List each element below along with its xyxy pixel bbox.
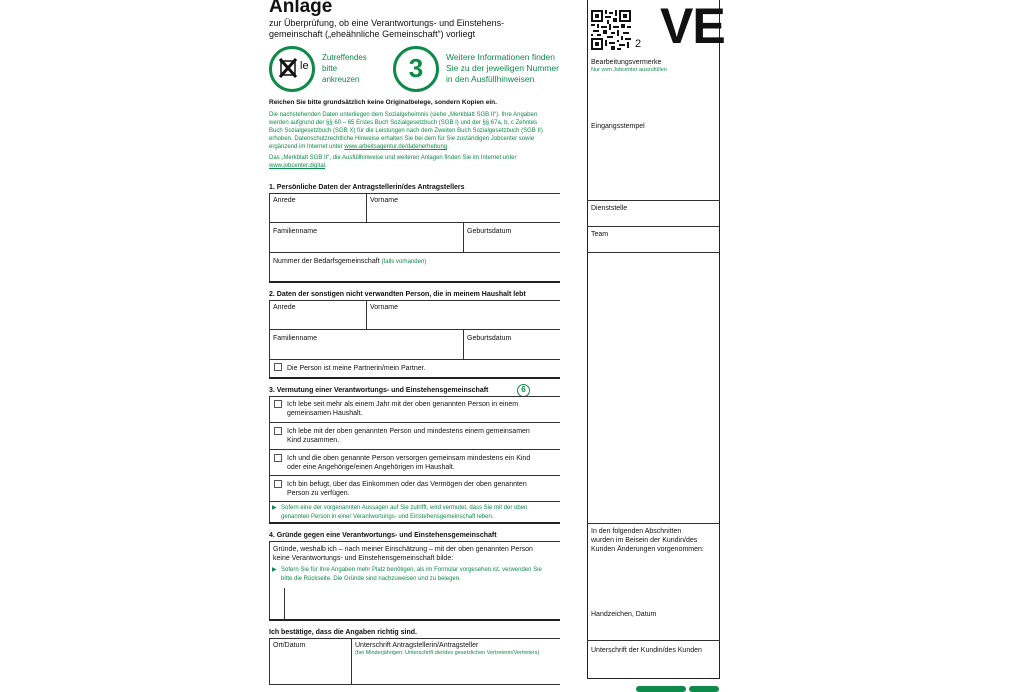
crossed-checkbox-icon: le: [269, 46, 315, 92]
partner-checkbox[interactable]: [274, 363, 282, 371]
info-hint-line2: Sie zu der jeweiligen Nummer: [446, 63, 559, 73]
intro-bold-note: Reichen Sie bitte grundsätzlich keine Originalbelege, sondern Kopien ein.: [269, 99, 497, 106]
number-hint-badge: 3: [408, 53, 424, 83]
s3-option1-line1: Ich lebe seit mehr als einem Jahr mit der oben genannten Person in einem: [287, 401, 519, 408]
s4-text-line1: Gründe, weshalb ich – nach meiner Einschätzung – mit der oben genannten Person: [273, 546, 533, 553]
intro-para1-line5-end: .: [447, 144, 449, 150]
s4-note-line2: bitte die Rückseite. Die Gründe sind nachzuweisen und zu belegen.: [281, 576, 461, 582]
s2-vorname-field[interactable]: Vorname: [370, 304, 399, 311]
info-hint-line3: in den Ausfüllhinweisen: [446, 74, 535, 84]
ort-datum-field[interactable]: Ort/Datum: [273, 642, 306, 649]
s3-option2-line2: Kind zusammen.: [287, 437, 340, 444]
section2-title: 2. Daten der sonstigen nicht verwandten Person, die in meinem Haushalt lebt: [269, 291, 526, 298]
s2-geburtsdatum-field[interactable]: Geburtsdatum: [467, 335, 512, 342]
form-subtitle-line2: gemeinschaft („eheähnliche Gemeinschaft“) vorliegt: [269, 29, 476, 39]
intro-para1-line2: werden aufgrund der §§ 60 – 65 Erstes Buch Sozialgesetzbuch (SGB I) und der §§ 67a, b, c Zehntes: [269, 120, 538, 126]
changes-note-line3: Kunden Änderungen vorgenommen:: [591, 546, 704, 553]
dienststelle-field[interactable]: Dienststelle: [591, 205, 628, 212]
s4-text-line2: keine Verantwortungs- und Einstehensgemeinschaft bilde:: [273, 555, 454, 562]
s3-option3-line1: Ich und die oben genannte Person versorgen gemeinsam mindestens ein Kind: [287, 455, 531, 462]
section1-title: 1. Persönliche Daten der Antragstellerin/des Antragstellers: [269, 184, 465, 191]
jobcenter-only-note: Nur vom Jobcenter auszufüllen: [591, 67, 667, 73]
jobcenter-sidebar: [587, 0, 720, 679]
s1-anrede-field[interactable]: Anrede: [273, 197, 296, 204]
s1-vorname-field[interactable]: Vorname: [370, 197, 399, 204]
datenerhebung-link[interactable]: www.arbeitsagentur.de/datenerhebung: [344, 144, 448, 150]
bearbeitungsvermerke-label: Bearbeitungsvermerke: [591, 59, 662, 66]
section3-info-badge: 6: [517, 384, 530, 397]
bottom-green-button-2[interactable]: [689, 686, 719, 692]
info-hint-line1: Weitere Informationen finden: [446, 52, 555, 62]
form-code: VE: [660, 0, 725, 54]
jobcenter-link[interactable]: www.jobcenter.digital: [269, 163, 326, 169]
changes-note-line1: In den folgenden Abschnitten: [591, 528, 682, 535]
intro-para2-line1: Das „Merkblatt SGB II“, die Ausfüllhinweise und weiteren Anlagen finden Sie im Internet unter: [269, 155, 517, 161]
qr-code-icon: [591, 10, 631, 50]
s1-bg-number-hint: (falls vorhanden): [381, 259, 427, 265]
s4-text-area[interactable]: [284, 588, 285, 620]
s2-anrede-field[interactable]: Anrede: [273, 304, 296, 311]
s1-bg-number-field[interactable]: [273, 257, 426, 267]
intro-para1-line3: Buch Sozialgesetzbuch (SGB X) für die Leistungen nach dem Zweiten Buch Sozialgesetzbuch (SGB II): [269, 128, 543, 134]
s3-option2-checkbox[interactable]: [274, 427, 282, 435]
s3-option4-line1: Ich bin befugt, über das Einkommen oder das Vermögen der oben genannten: [287, 481, 527, 488]
bottom-green-button-1[interactable]: [636, 686, 686, 692]
intro-para2-line2: [269, 162, 327, 170]
s2-familienname-field[interactable]: Familienname: [273, 335, 317, 342]
intro-para1-line5-text: ergänzend im Internet unter: [269, 144, 345, 150]
intro-para1-line1: Die nachstehenden Daten unterliegen dem Sozialgeheimnis (siehe „Merkblatt SGB II“). Ihre Angaben: [269, 112, 538, 118]
s3-note-arrow-icon: ▶: [272, 505, 277, 511]
s3-option4-line2: Person zu verfügen.: [287, 490, 350, 497]
number-hint-icon: [393, 46, 439, 92]
partner-checkbox-label: Die Person ist meine Partnerin/mein Partner.: [287, 365, 426, 372]
s4-note-arrow-icon: ▶: [272, 567, 277, 573]
form-title: Anlage: [269, 0, 333, 17]
s1-bg-number-label: Nummer der Bedarfsgemeinschaft: [273, 258, 380, 265]
section3-title: 3. Vermutung einer Verantwortungs- und Einstehensgemeinschaft: [269, 387, 489, 394]
intro-para1-line4: erhoben. Datenschutzrechtliche Hinweise erhalten Sie bei dem für Sie zuständigen Jobcenter sowie: [269, 136, 535, 142]
s3-option3-checkbox[interactable]: [274, 454, 282, 462]
s1-geburtsdatum-field[interactable]: Geburtsdatum: [467, 228, 512, 235]
form-subtitle-line1: zur Überprüfung, ob eine Verantwortungs- und Einstehens-: [269, 18, 505, 28]
changes-note-line2: wurden im Beisein der Kundin/des: [591, 537, 698, 544]
check-hint-line1: Zutreffendes: [322, 53, 367, 62]
eingangsstempel-label: Eingangsstempel: [591, 123, 645, 130]
intro-para1-line5: [269, 143, 449, 151]
s3-option4-checkbox[interactable]: [274, 480, 282, 488]
kunden-signature-field[interactable]: Unterschrift der Kundin/des Kunden: [591, 647, 702, 654]
handzeichen-field[interactable]: Handzeichen, Datum: [591, 611, 657, 618]
intro-para2-end: .: [325, 163, 327, 169]
applicant-signature-field[interactable]: Unterschrift Antragstellerin/Antragsteller: [355, 642, 479, 649]
s4-note-line1: Sofern Sie für Ihre Angaben mehr Platz benötigen, als im Formular vorgesehen ist, verwenden Sie: [281, 567, 542, 573]
s3-option2-line1: Ich lebe mit der oben genannten Person und mindestens einem gemeinsamen: [287, 428, 530, 435]
applicant-signature-hint: (bei Minderjährigen: Unterschrift der/des gesetzlichen Vertreterin/Vertreters): [355, 650, 540, 656]
check-hint-line3: ankreuzen: [322, 75, 360, 84]
team-field[interactable]: Team: [591, 231, 609, 238]
check-hint-line2: bitte: [322, 64, 338, 73]
section4-title: 4. Gründe gegen eine Verantwortungs- und Einstehensgemeinschaft: [269, 532, 497, 539]
s3-option1-line2: gemeinsamen Haushalt.: [287, 410, 363, 417]
qr-number: 2: [635, 38, 642, 50]
s3-note-line1: Sofern eine der vorgenannten Aussagen auf Sie zutrifft, wird vermutet, dass Sie mit der oben: [281, 505, 528, 511]
s1-familienname-field[interactable]: Familienname: [273, 228, 317, 235]
confirm-title: Ich bestätige, dass die Angaben richtig sind.: [269, 629, 417, 636]
s3-note-line2: genannten Person in einer Verantwortungs- und Einstehensgemeinschaft leben.: [281, 514, 494, 520]
s3-option1-checkbox[interactable]: [274, 400, 282, 408]
s3-option3-line2: oder eine Angehörige/einen Angehörigen im Haushalt.: [287, 464, 455, 471]
